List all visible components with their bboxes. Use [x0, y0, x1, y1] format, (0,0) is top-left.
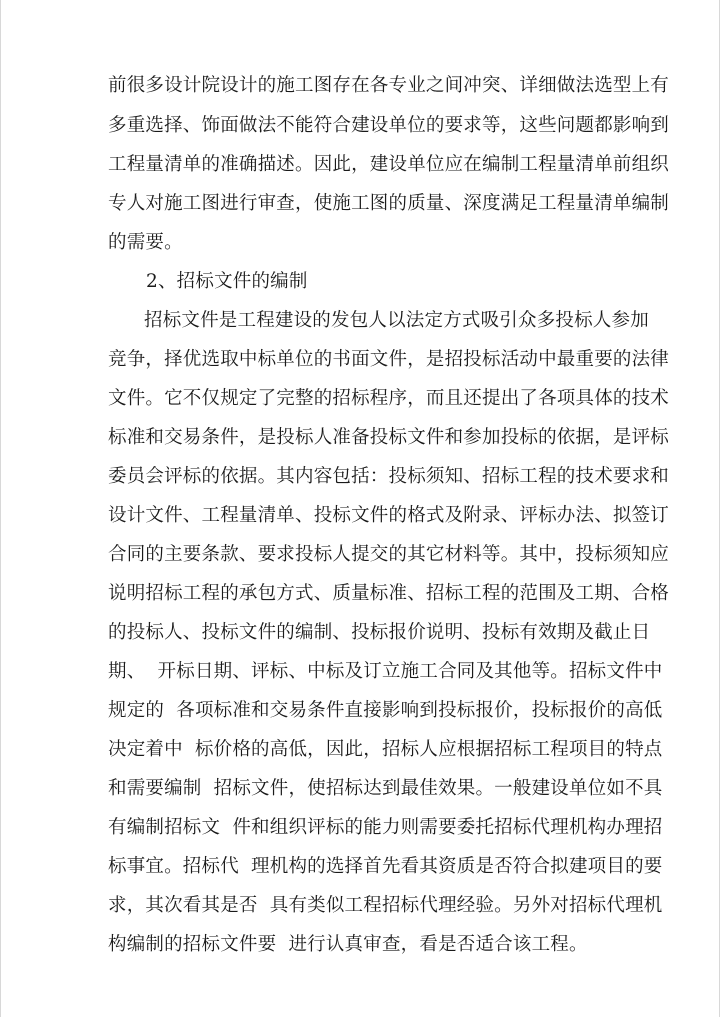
- text-line: 文件。它不仅规定了完整的招标程序，而且还提出了各项具体的技术: [108, 388, 670, 409]
- text-line: 合同的主要条款、要求投标人提交的其它材料等。其中，投标须知应: [108, 544, 670, 565]
- text-line: 有编制招标文 件和组织评标的能力则需要委托招标代理机构办理招: [108, 817, 663, 838]
- text-line: 期、 开标日期、评标、中标及订立施工合同及其他等。招标文件中: [108, 661, 663, 682]
- text-line: 前很多设计院设计的施工图存在各专业之间冲突、详细做法选型上有: [108, 75, 670, 96]
- text-line: 招标文件是工程建设的发包人以法定方式吸引众多投标人参加: [144, 310, 649, 331]
- text-line: 设计文件、工程量清单、投标文件的格式及附录、评标办法、拟签订: [108, 505, 670, 526]
- text-line: 和需要编制 招标文件，使招标达到最佳效果。一般建设单位如不具: [108, 778, 663, 799]
- section-heading: 2、招标文件的编制: [146, 271, 308, 292]
- text-line: 标事宜。招标代 理机构的选择首先看其资质是否符合拟建项目的要: [108, 856, 663, 877]
- text-line: 标准和交易条件，是投标人准备投标文件和参加投标的依据，是评标: [108, 427, 670, 448]
- text-line: 的投标人、投标文件的编制、投标报价说明、投标有效期及截止日: [108, 622, 651, 643]
- text-line: 竞争，择优选取中标单位的书面文件，是招投标活动中最重要的法律: [108, 349, 670, 370]
- text-line: 委员会评标的依据。其内容包括：投标须知、招标工程的技术要求和: [108, 466, 670, 487]
- text-line: 构编制的招标文件要 进行认真审查，看是否适合该工程。: [108, 934, 588, 955]
- text-line: 工程量清单的准确描述。因此，建设单位应在编制工程量清单前组织: [108, 154, 670, 175]
- text-line: 说明招标工程的承包方式、质量标准、招标工程的范围及工期、合格: [108, 583, 670, 604]
- text-line: 多重选择、饰面做法不能符合建设单位的要求等，这些问题都影响到: [108, 115, 670, 136]
- text-line: 规定的 各项标准和交易条件直接影响到投标报价，投标报价的高低: [108, 700, 663, 721]
- text-line: 的需要。: [108, 232, 183, 253]
- text-line: 决定着中 标价格的高低，因此，招标人应根据招标工程项目的特点: [108, 739, 663, 760]
- text-line: 专人对施工图进行审查，使施工图的质量、深度满足工程量清单编制: [108, 193, 670, 214]
- text-line: 求，其次看其是否 具有类似工程招标代理经验。另外对招标代理机: [108, 895, 663, 916]
